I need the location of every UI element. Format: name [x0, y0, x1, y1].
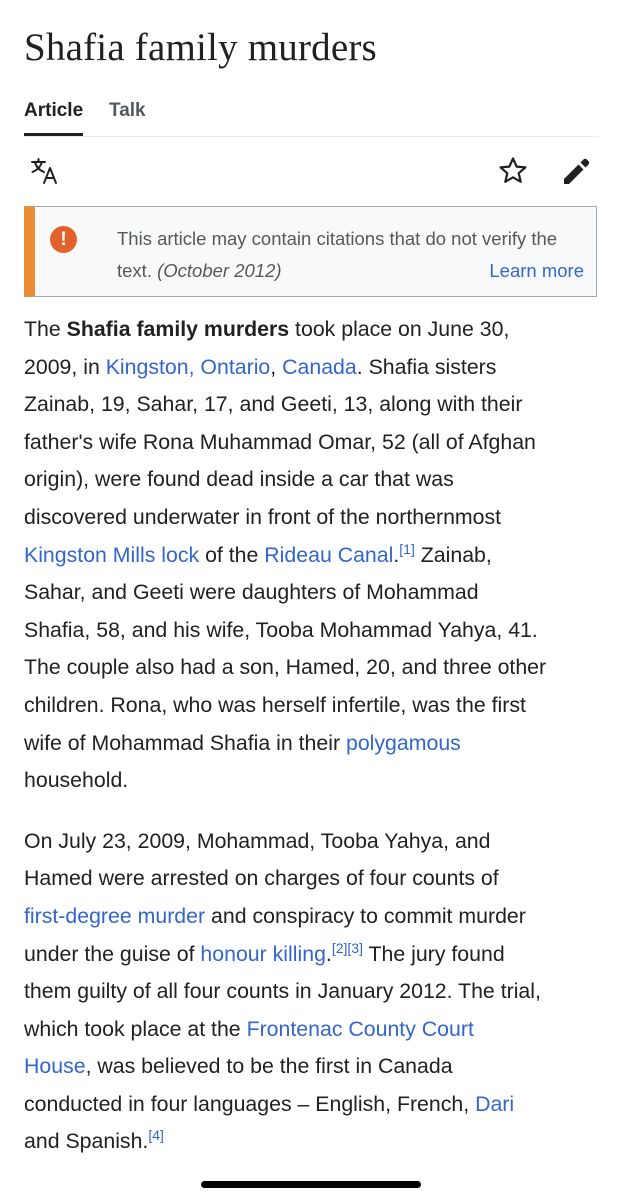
page-title: Shafia family murders: [24, 26, 377, 69]
text-line: Zainab, 19, Sahar, 17, and Geeti, 13, along with their: [24, 392, 523, 417]
citation-ref-1[interactable]: [1]: [399, 540, 415, 557]
text: and Spanish.: [24, 1129, 149, 1154]
namespace-tabs: [24, 96, 599, 137]
text-line: children. Rona, who was herself infertile, was the first: [24, 692, 526, 717]
edit-pencil-icon[interactable]: [559, 154, 593, 188]
notice-message: This article may contain citations that do not verify the text.: [117, 228, 558, 281]
text-line: discovered underwater in front of the northernmost: [24, 504, 502, 529]
page-actions-toolbar: [24, 150, 599, 194]
exclamation-icon: !: [50, 226, 77, 253]
link-frontenac-county-court-house[interactable]: Frontenac County Court: [246, 1016, 474, 1041]
text-line: Sahar, and Geeti were daughters of Mohammad: [24, 580, 479, 605]
link-dari[interactable]: Dari: [475, 1091, 515, 1116]
citation-ref-4[interactable]: [4]: [148, 1127, 164, 1144]
link-honour-killing[interactable]: honour killing: [200, 941, 326, 966]
language-icon[interactable]: [28, 154, 62, 188]
notice-date: (October 2012): [157, 260, 282, 281]
link-frontenac-county-court-house[interactable]: House: [24, 1054, 86, 1079]
text: . Shafia sisters: [356, 354, 497, 379]
text: .: [325, 941, 332, 966]
text: and conspiracy to commit murder: [205, 903, 526, 928]
home-indicator[interactable]: [201, 1181, 421, 1188]
text: of the: [199, 542, 265, 567]
watch-star-icon[interactable]: [496, 154, 530, 188]
text-line: The couple also had a son, Hamed, 20, and three other: [24, 655, 547, 680]
text: wife of Mohammad Shafia in their: [24, 730, 346, 755]
link-polygamous[interactable]: polygamous: [345, 730, 461, 755]
citation-ref-2[interactable]: [2]: [331, 939, 348, 956]
text: conducted in four languages – English, French,: [24, 1091, 476, 1116]
paragraph-2: [24, 823, 604, 1161]
text: which took place at the: [24, 1016, 247, 1041]
paragraph-1: [24, 311, 604, 800]
text: The: [24, 317, 67, 341]
text: .: [393, 542, 400, 567]
text: under the guise of: [24, 941, 201, 966]
link-kingston-ontario[interactable]: Kingston, Ontario: [105, 354, 271, 379]
text: The jury found: [363, 941, 505, 966]
citation-notice-box: [24, 206, 597, 297]
text: Zainab,: [414, 542, 492, 567]
link-kingston-mills-lock[interactable]: Kingston Mills lock: [24, 542, 200, 567]
text-line: Shafia, 58, and his wife, Tooba Mohammad Yahya, 41.: [24, 617, 538, 642]
text-line: them guilty of all four counts in January 2012. The trial,: [24, 979, 541, 1004]
text: , was believed to be the first in Canada: [85, 1054, 453, 1079]
text-line: origin), were found dead inside a car that was: [24, 467, 454, 492]
text-line: On July 23, 2009, Mohammad, Tooba Yahya, and: [24, 828, 491, 853]
text-line: Hamed were arrested on charges of four counts of: [24, 866, 499, 891]
tab-talk[interactable]: Talk: [109, 100, 146, 121]
learn-more-link[interactable]: Learn more: [489, 260, 584, 281]
text-line: father's wife Rona Muhammad Omar, 52 (all of Afghan: [24, 429, 536, 454]
text-line: household.: [24, 768, 129, 793]
link-rideau-canal[interactable]: Rideau Canal: [264, 542, 394, 567]
text: 2009, in: [24, 354, 106, 379]
link-canada[interactable]: Canada: [282, 354, 357, 379]
article-subject-bold: Shafia family murders: [66, 317, 290, 341]
text: ,: [270, 354, 283, 379]
tab-article[interactable]: Article: [24, 96, 83, 136]
link-first-degree-murder[interactable]: first-degree murder: [24, 903, 206, 928]
text: took place on June 30,: [289, 317, 510, 341]
article-body: [24, 311, 604, 1161]
citation-ref-3[interactable]: [3]: [347, 939, 363, 956]
